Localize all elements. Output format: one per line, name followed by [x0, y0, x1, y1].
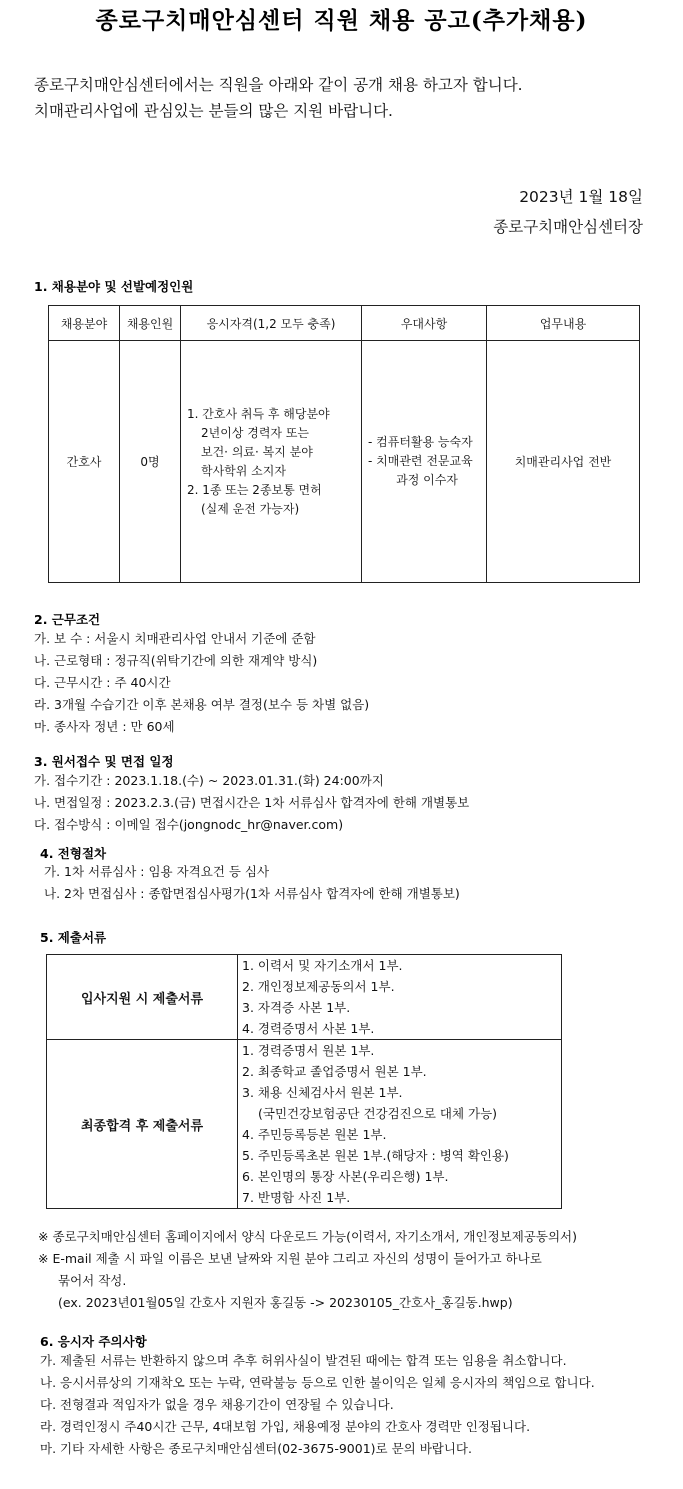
notice-date: 2023년 1월 18일: [519, 188, 643, 206]
condition-line: 마. 종사자 정년 : 만 60세: [34, 719, 175, 734]
note-line: (ex. 2023년01월05일 간호사 지원자 홍길동 -> 20230105_간호사_홍길동.hwp): [58, 1295, 513, 1310]
document-item: 6. 본인명의 통장 사본(우리은행) 1부.: [242, 1169, 449, 1184]
documents-group-items: [238, 1040, 562, 1209]
condition-line: 라. 3개월 수습기간 이후 본채용 여부 결정(보수 등 차별 없음): [34, 697, 370, 712]
qualification-line: 2. 1종 또는 2종보통 면허: [187, 482, 322, 497]
document-item: 4. 경력증명서 사본 1부.: [242, 1021, 375, 1036]
schedule-line: 다. 접수방식 : 이메일 접수(jongnodc_hr@naver.com): [34, 817, 344, 832]
process-line: 가. 1차 서류심사 : 임용 자격요건 등 심사: [44, 864, 270, 879]
caution-line: 라. 경력인정시 주40시간 근무, 4대보험 가입, 채용예정 분야의 간호사 경력만 인정됩니다.: [40, 1419, 531, 1434]
document-item: 2. 최종학교 졸업증명서 원본 1부.: [242, 1064, 427, 1079]
document-item: 2. 개인정보제공동의서 1부.: [242, 979, 395, 994]
document-item: (국민건강보험공단 건강검진으로 대체 가능): [258, 1106, 498, 1121]
condition-line: 가. 보 수 : 서울시 치매관리사업 안내서 기준에 준함: [34, 631, 316, 646]
table-header-cell: 업무내용: [487, 306, 640, 341]
intro-line: 종로구치매안심센터에서는 직원을 아래와 같이 공개 채용 하고자 합니다.: [34, 76, 523, 94]
table-header-cell: 응시자격(1,2 모두 충족): [181, 306, 362, 341]
count-cell: 0명: [120, 341, 181, 583]
document-item: 3. 자격증 사본 1부.: [242, 1000, 351, 1015]
table-row: [49, 341, 640, 583]
qualification-cell: [181, 341, 362, 583]
preference-line: - 컴퓨터활용 능숙자: [368, 435, 473, 449]
qualification-line: 학사학위 소지자: [201, 463, 286, 478]
note-line: ※ E-mail 제출 시 파일 이름은 보낸 날짜와 지원 분야 그리고 자신의 성명이 들어가고 하나로: [38, 1251, 542, 1266]
qualification-line: 2년이상 경력자 또는: [201, 425, 310, 440]
documents-group-header: 입사지원 시 제출서류: [47, 955, 238, 1040]
section-title-1: 1. 채용분야 및 선발예정인원: [34, 279, 194, 294]
recruitment-table: [48, 305, 640, 583]
condition-line: 다. 근무시간 : 주 40시간: [34, 675, 171, 690]
note-line: ※ 종로구치매안심센터 홈페이지에서 양식 다운로드 가능(이력서, 자기소개서, 개인정보제공동의서): [38, 1229, 577, 1244]
caution-line: 가. 제출된 서류는 반환하지 않으며 추후 허위사실이 발견된 때에는 합격 또는 임용을 취소합니다.: [40, 1353, 567, 1368]
document-item: 1. 경력증명서 원본 1부.: [242, 1043, 375, 1058]
preference-line: - 치매관련 전문교육: [368, 454, 473, 468]
table-row: [47, 955, 562, 1040]
section-title-6: 6. 응시자 주의사항: [40, 1334, 147, 1349]
caution-line: 다. 전형결과 적임자가 없을 경우 채용기간이 연장될 수 있습니다.: [40, 1397, 394, 1412]
document-item: 4. 주민등록등본 원본 1부.: [242, 1127, 387, 1142]
section-title-2: 2. 근무조건: [34, 612, 101, 627]
condition-line: 나. 근로형태 : 정규직(위탁기간에 의한 재계약 방식): [34, 653, 318, 668]
qualification-line: 1. 간호사 취득 후 해당분야: [187, 406, 330, 421]
document-item: 3. 채용 신체검사서 원본 1부.: [242, 1085, 403, 1100]
document-item: 1. 이력서 및 자기소개서 1부.: [242, 958, 403, 973]
table-header-cell: 채용인원: [120, 306, 181, 341]
document-item: 5. 주민등록초본 원본 1부.(해당자 : 병역 확인용): [242, 1148, 509, 1163]
documents-group-items: [238, 955, 562, 1040]
preference-cell: [362, 341, 487, 583]
preference-line: 과정 이수자: [396, 473, 458, 487]
date-block: [493, 182, 643, 242]
section-title-4: 4. 전형절차: [40, 846, 107, 861]
section-title-5: 5. 제출서류: [40, 930, 107, 945]
issuer-name: 종로구치매안심센터장: [493, 218, 643, 236]
intro-text: [34, 72, 523, 124]
section-title-3: 3. 원서접수 및 면접 일정: [34, 754, 174, 769]
table-header-cell: 우대사항: [362, 306, 487, 341]
schedule-line: 나. 면접일정 : 2023.2.3.(금) 면접시간은 1차 서류심사 합격자에 한해 개별통보: [34, 795, 470, 810]
qualification-line: 보건· 의료· 복지 분야: [201, 444, 313, 459]
caution-line: 마. 기타 자세한 사항은 종로구치매안심센터(02-3675-9001)로 문의 바랍니다.: [40, 1441, 472, 1456]
qualification-line: (실제 운전 가능자): [201, 501, 300, 516]
duty-cell: 치매관리사업 전반: [487, 341, 640, 583]
note-line: 묶어서 작성.: [58, 1273, 127, 1288]
field-cell: 간호사: [49, 341, 120, 583]
caution-line: 나. 응시서류상의 기재착오 또는 누락, 연락불능 등으로 인한 불이익은 일체 응시자의 책임으로 합니다.: [40, 1375, 595, 1390]
documents-group-header: 최종합격 후 제출서류: [47, 1040, 238, 1209]
notes-block: [38, 1226, 577, 1314]
process-line: 나. 2차 면접심사 : 종합면접심사평가(1차 서류심사 합격자에 한해 개별통보): [44, 886, 460, 901]
intro-line: 치매관리사업에 관심있는 분들의 많은 지원 바랍니다.: [34, 102, 393, 120]
document-item: 7. 반명함 사진 1부.: [242, 1190, 351, 1205]
schedule-line: 가. 접수기간 : 2023.1.18.(수) ~ 2023.01.31.(화) 24:00까지: [34, 773, 384, 788]
table-header-cell: 채용분야: [49, 306, 120, 341]
table-row: [47, 1040, 562, 1209]
documents-table: [46, 954, 562, 1209]
page-title: 종로구치매안심센터 직원 채용 공고(추가채용): [95, 7, 588, 34]
table-header-row: [49, 306, 640, 341]
